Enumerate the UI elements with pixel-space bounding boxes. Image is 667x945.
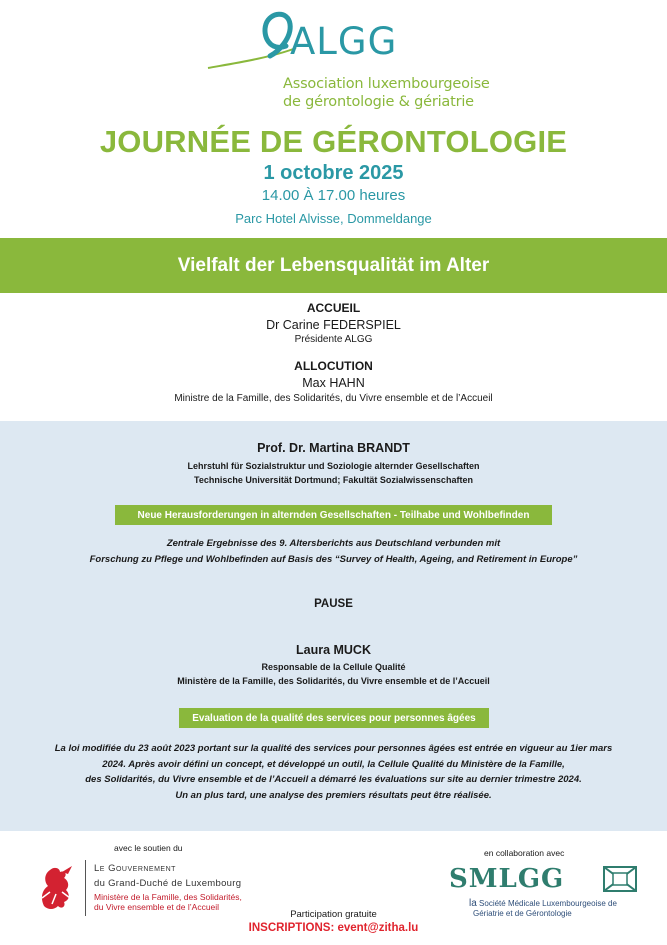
allocution-name: Max HAHN <box>302 376 365 390</box>
collaboration-label: en collaboration avec <box>484 848 565 858</box>
theme-text: Vielfalt der Lebensqualität im Alter <box>177 254 490 276</box>
logo-line-2: de gérontologie & gériatrie <box>283 94 474 110</box>
event-date: 1 octobre 2025 <box>263 162 404 184</box>
smlgg-sub-1 <box>469 898 617 909</box>
support-label: avec le soutien du <box>114 843 183 853</box>
speaker-2 <box>0 643 667 688</box>
smlgg-sub-2: Gériatrie et de Gérontologie <box>473 909 572 918</box>
pause-label: PAUSE <box>314 598 353 610</box>
gov-divider <box>85 860 86 916</box>
speaker-1 <box>0 441 667 487</box>
logo-brand: ALGG <box>290 20 398 63</box>
algg-swoosh-icon <box>200 6 300 76</box>
allocution-section <box>0 359 667 404</box>
accueil-section <box>0 301 667 345</box>
event-venue: Parc Hotel Alvisse, Dommeldange <box>235 211 432 226</box>
speaker-2-name: Laura MUCK <box>295 643 371 657</box>
smlgg-sub-1-text: Société Médicale Luxembourgeoise de <box>479 899 617 908</box>
speaker-2-abstract-line-3: des Solidarités, du Vivre ensemble et de l’Accueil a démarré les évaluations sur site au dernier trimestre 2024. <box>85 774 582 785</box>
speaker-1-name: Prof. Dr. Martina BRANDT <box>257 441 410 455</box>
allocution-role: Ministre de la Famille, des Solidarités, du Vivre ensemble et de l’Accueil <box>174 393 493 404</box>
gov-line-2: du Grand-Duché de Luxembourg <box>94 878 242 889</box>
accueil-role: Présidente ALGG <box>294 334 373 345</box>
theme-banner <box>0 238 667 293</box>
speaker-2-affiliation-2: Ministère de la Famille, des Solidarités, du Vivre ensemble et de l’Accueil <box>177 676 490 686</box>
speaker-2-topic <box>179 708 489 728</box>
speaker-1-affiliation-1: Lehrstuhl für Sozialstruktur und Soziologie alternder Gesellschaften <box>187 461 480 471</box>
event-hours: 14.00 À 17.00 heures <box>261 187 406 204</box>
algg-logo <box>0 0 667 125</box>
logo-line-1: Association luxembourgeoise <box>283 76 490 92</box>
gov-line-1: Le Gouvernement <box>94 863 176 874</box>
smlgg-sub-la: la <box>469 898 477 909</box>
speaker-1-abstract-line-1: Zentrale Ergebnisse des 9. Altersberichts aus Deutschland verbunden mit <box>166 538 501 549</box>
gov-ministry-line-1: Ministère de la Famille, des Solidarités, <box>94 892 242 902</box>
gov-ministry-line-2: du Vivre ensemble et de l’Accueil <box>94 902 220 912</box>
speaker-2-affiliation-1: Responsable de la Cellule Qualité <box>261 662 406 672</box>
allocution-label: ALLOCUTION <box>294 359 373 373</box>
speaker-2-topic-text: Evaluation de la qualité des services pour personnes âgées <box>192 712 476 724</box>
event-title: JOURNÉE DE GÉRONTOLOGIE <box>99 124 568 159</box>
speaker-2-abstract-line-1: La loi modifiée du 23 août 2023 portant sur la qualité des services pour personnes âgées est entrée en vigueur au 1ier mars <box>54 743 613 754</box>
speaker-2-abstract-line-4: Un an plus tard, une analyse des premiers résultats peut être réalisée. <box>175 789 492 801</box>
accueil-label: ACCUEIL <box>306 301 361 315</box>
smlgg-emblem-icon <box>603 866 637 892</box>
participation-label: Participation gratuite <box>290 909 377 920</box>
speaker-1-abstract-line-2: Forschung zu Pflege und Wohlbefinden auf Basis des “Survey of Health, Ageing, and Retirement in Europe” <box>89 553 578 565</box>
accueil-name: Dr Carine FEDERSPIEL <box>266 318 401 332</box>
speaker-2-abstract-line-2: 2024. Après avoir défini un concept, et développé un outil, la Cellule Qualité du Ministère de la Famille, <box>102 758 565 770</box>
speaker-1-abstract <box>0 536 667 567</box>
red-lion-icon <box>36 862 76 912</box>
speaker-2-abstract <box>0 741 667 803</box>
speaker-1-affiliation-2: Technische Universität Dortmund; Fakultät Sozialwissenschaften <box>194 475 473 485</box>
inscriptions-contact[interactable]: INSCRIPTIONS: event@zitha.lu <box>248 922 419 934</box>
speaker-1-topic-text: Neue Herausforderungen in alternden Gesellschaften - Teilhabe und Wohlbefinden <box>137 509 530 521</box>
speaker-1-topic <box>115 505 552 525</box>
smlgg-wordmark: SMLGG <box>449 864 565 894</box>
